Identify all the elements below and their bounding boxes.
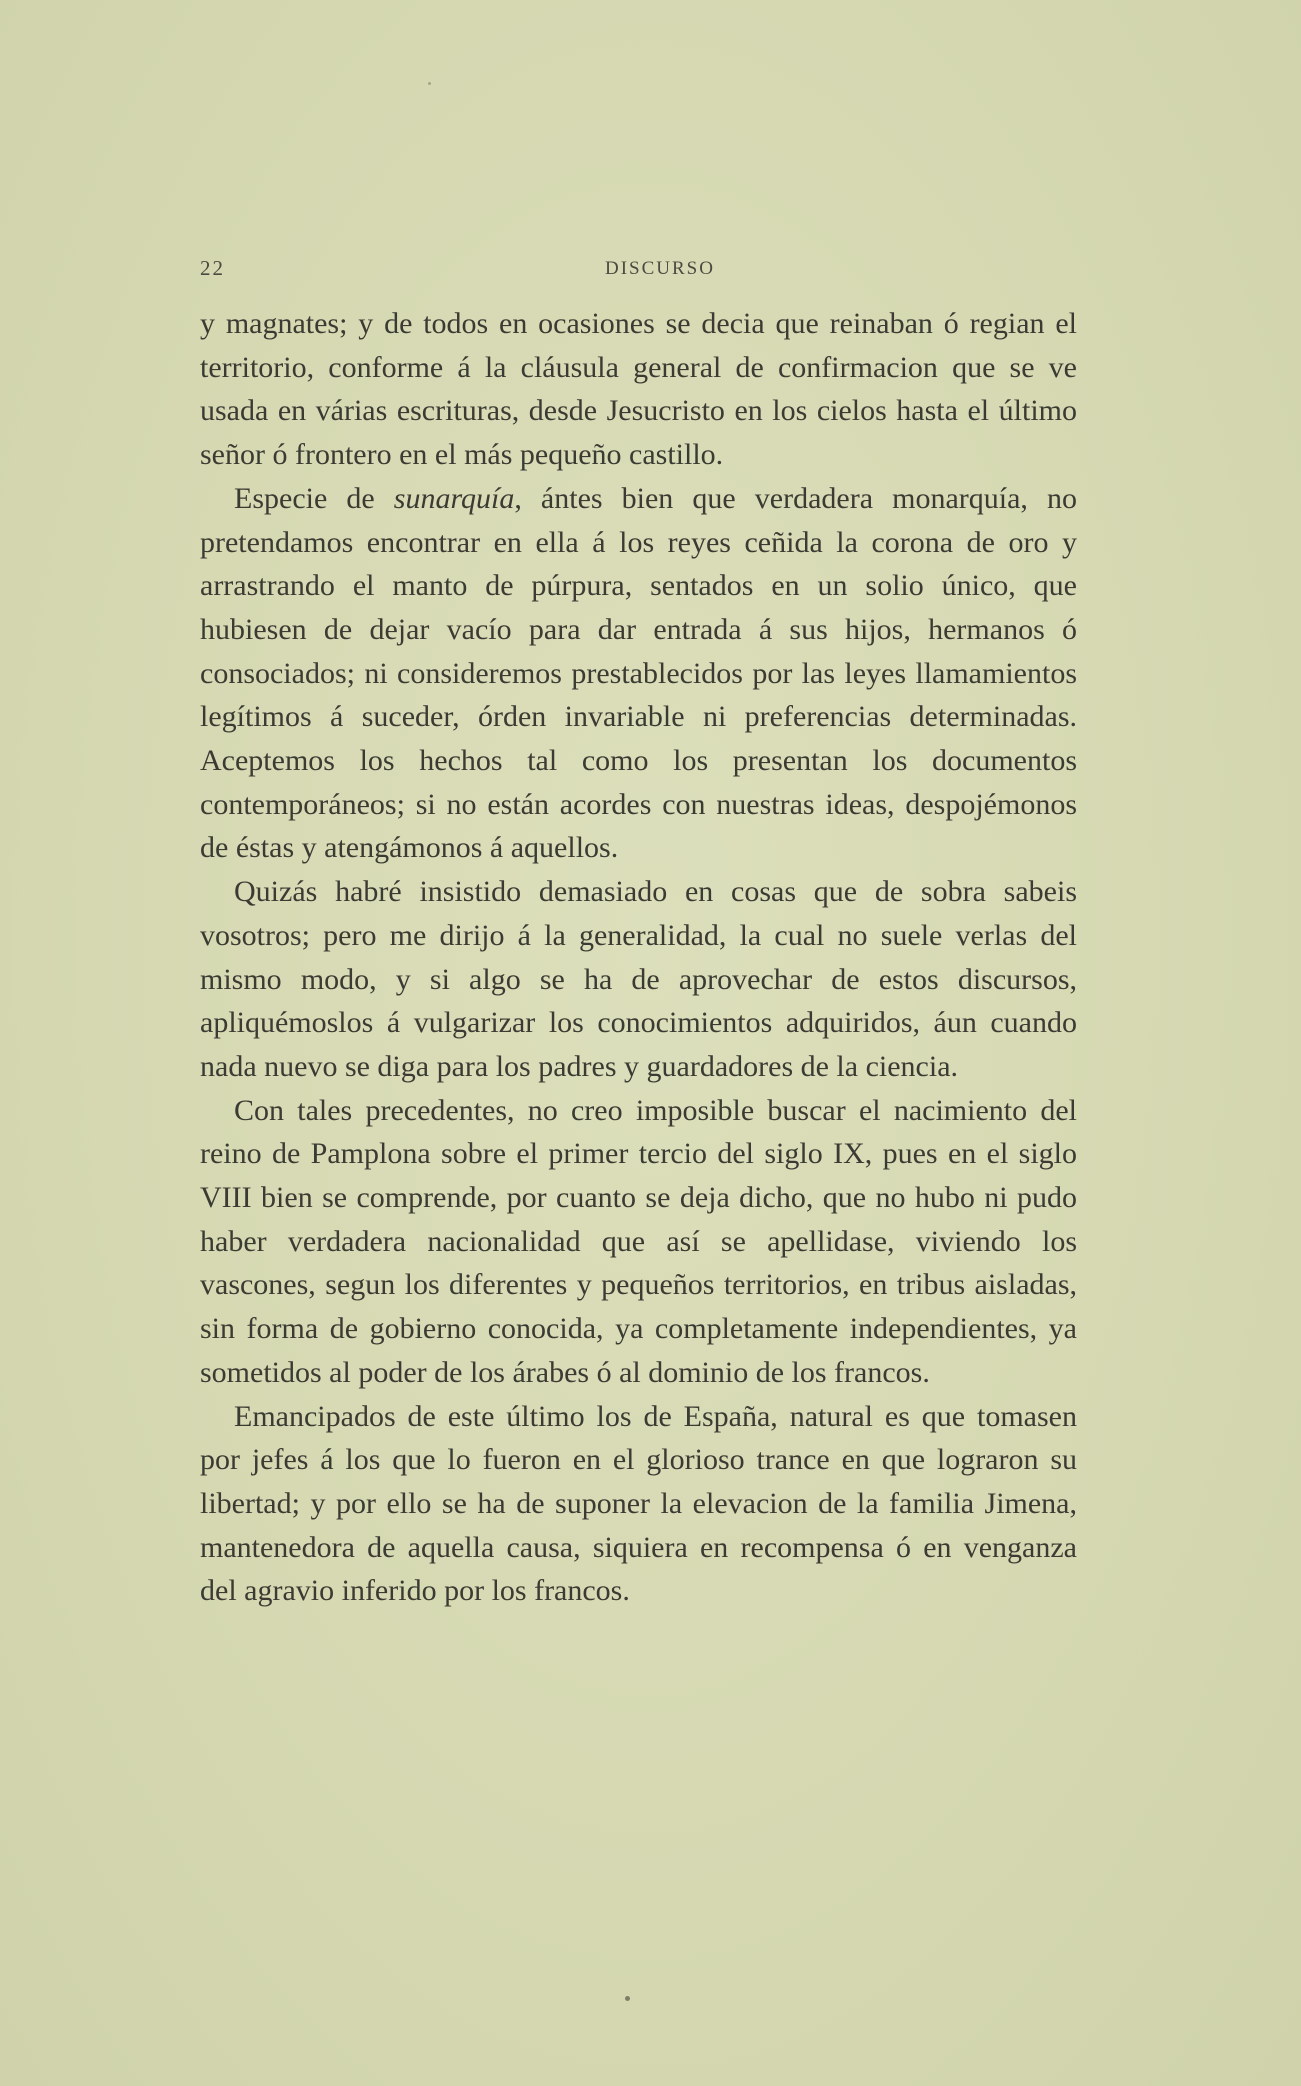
page-header <box>200 256 1080 286</box>
page-number: 22 <box>200 256 225 280</box>
emphasized-word: sunarquía <box>393 481 515 515</box>
paragraph-emancipados: Emancipados de este último los de España, natural es que tomasen por jefes á los que lo fueron en el glorioso trance en que lograron su libertad; y por ello se ha de suponer la elevacion de la familia Jimena, mantenedora de aquella causa, siquiera en recompensa ó en venganza del agravio inferido por los francos. <box>200 1399 1077 1608</box>
paragraph-text: , ántes bien que verdadera monarquía, no pretendamos encontrar en ella á los reyes ceñida la corona de oro y arrastrando el manto de púrpura, sentados en un solio único, que hubiesen de dejar vacío para dar entrada á sus hijos, hermanos ó consociados; ni consideremos prestablecidos por las leyes llamamientos legítimos á suceder, órden invariable ni preferencias determinadas. Aceptemos los hechos tal como los presentan los documentos contemporáneos; si no están acordes con nuestras ideas, despojémonos de éstas y atengámonos á aquellos. <box>200 481 1077 865</box>
paragraph-quizas: Quizás habré insistido demasiado en cosas que de sobra sabeis vosotros; pero me dirijo á la generalidad, la cual no suele verlas del mismo modo, y si algo se ha de aprovechar de estos discursos, apliquémoslos á vulgarizar los conocimientos adquiridos, áun cuando nada nuevo se diga para los padres y guardadores de la ciencia. <box>200 875 1077 1083</box>
running-head: DISCURSO <box>605 258 715 279</box>
paragraph-precedentes: Con tales precedentes, no creo imposible buscar el nacimiento del reino de Pamplona sobre el primer tercio del siglo IX, pues en el siglo VIII bien se comprende, por cuanto se deja dicho, que no hubo ni pudo haber verdadera nacionalidad que así se apellidase, viviendo los vascones, segun los diferentes y pequeños territorios, en tribus aisladas, sin forma de gobierno conocida, ya completamente independientes, ya sometidos al poder de los árabes ó al dominio de los francos. <box>200 1093 1077 1389</box>
paragraph-text: Especie de <box>234 481 394 515</box>
paragraph-continuation: y magnates; y de todos en ocasiones se decia que reinaban ó regian el territorio, conforme á la cláusula general de confirmacion que se ve usada en várias escrituras, desde Jesucristo en los cielos hasta el último señor ó frontero en el más pequeño castillo. <box>200 307 1077 472</box>
body-text <box>200 302 1077 1613</box>
paper-speck <box>625 1996 630 2001</box>
paper-speck <box>428 82 431 85</box>
paragraph-sunarquia <box>200 477 1077 870</box>
